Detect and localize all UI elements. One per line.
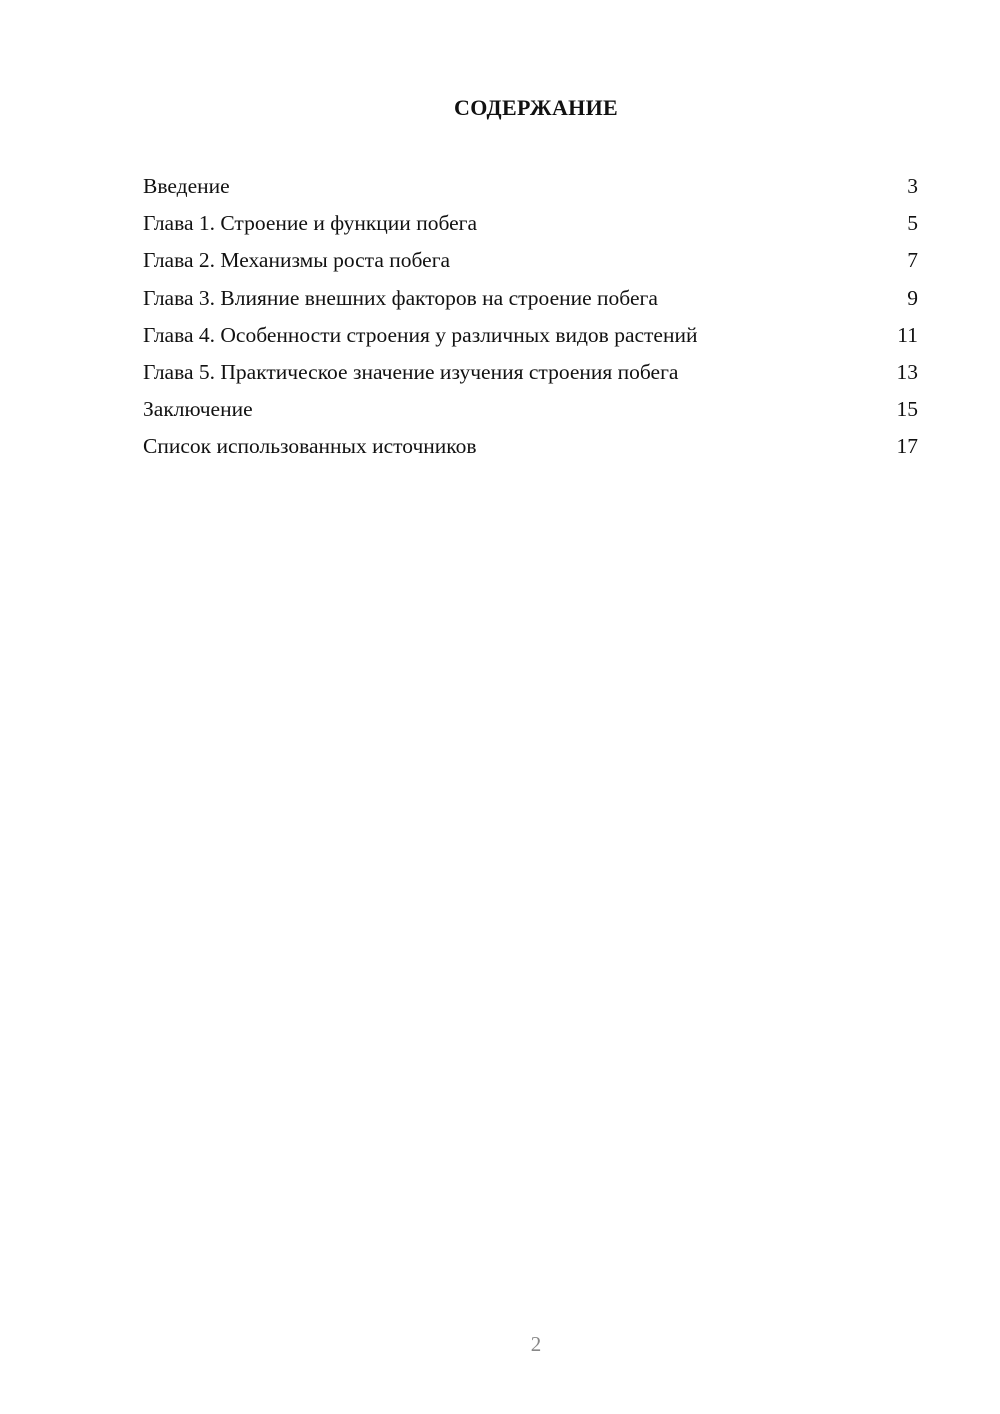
toc-entry-page: 9 [907, 285, 918, 310]
toc-entry-page: 5 [907, 211, 918, 236]
toc-entry-conclusion [143, 391, 918, 428]
toc-entry-references [143, 428, 918, 465]
toc-entry-introduction [143, 168, 918, 205]
toc-entry-label: Глава 5. Практическое значение изучения строения побега [143, 359, 679, 384]
toc-entry-label: Глава 1. Строение и функции побега [143, 211, 478, 236]
page-number: 2 [530, 1332, 542, 1356]
toc-entry-label: Глава 3. Влияние внешних факторов на строение побега [143, 285, 658, 310]
toc-entry-page: 11 [897, 322, 918, 347]
toc-entry-chapter-5 [143, 354, 918, 391]
toc-entry-chapter-2 [143, 242, 918, 279]
toc-title: СОДЕРЖАНИЕ [454, 95, 618, 120]
toc-entry-chapter-1 [143, 205, 918, 242]
toc-entry-label: Введение [143, 174, 230, 198]
toc-entry-label: Список использованных источников [143, 434, 477, 459]
toc-entry-page: 3 [907, 174, 918, 198]
toc-entry-chapter-3 [143, 280, 918, 317]
toc-entry-page: 7 [907, 248, 918, 273]
toc-entry-label: Глава 2. Механизмы роста побега [143, 248, 451, 273]
toc-entry-label: Глава 4. Особенности строения у различных видов растений [143, 322, 698, 347]
table-of-contents [143, 168, 918, 466]
toc-entry-page: 13 [896, 359, 918, 384]
toc-entry-page: 17 [896, 434, 918, 459]
toc-entry-page: 15 [896, 397, 918, 422]
toc-entry-chapter-4 [143, 317, 918, 354]
toc-entry-label: Заключение [143, 397, 253, 422]
